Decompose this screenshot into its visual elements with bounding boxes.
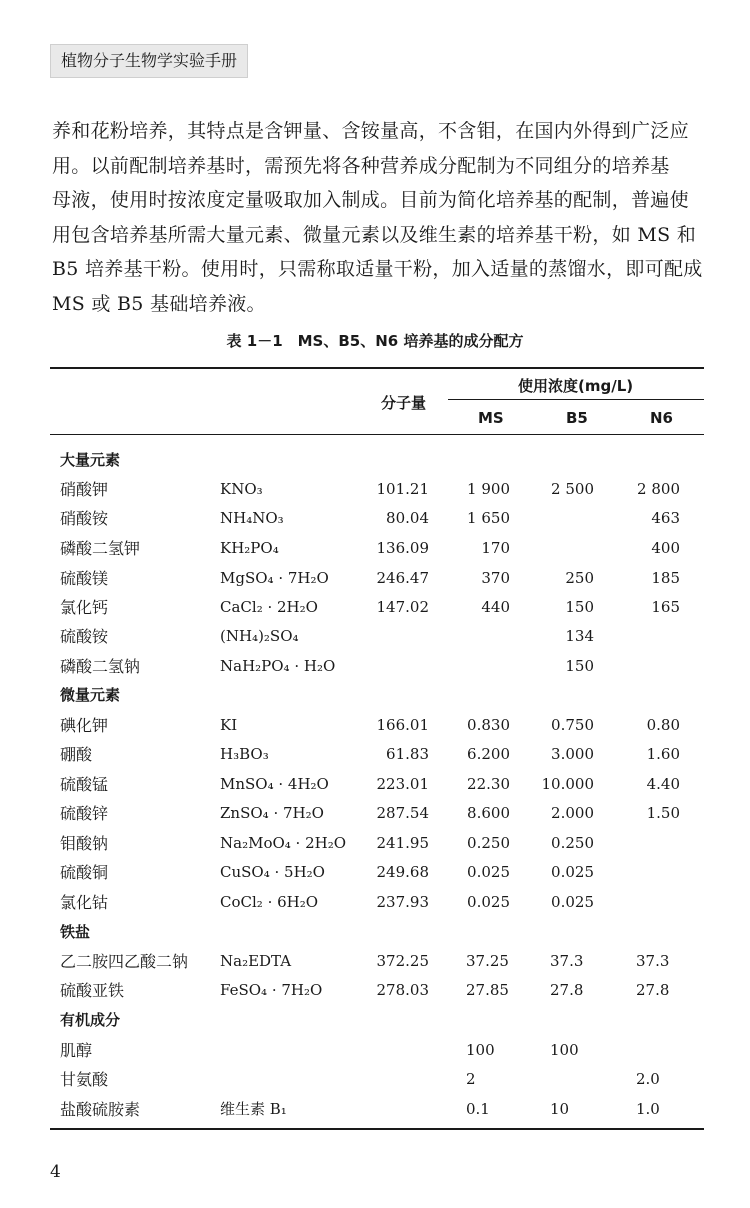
header-molecular-weight: 分子量 [381,394,427,412]
cell-ms: 1 900 [467,480,510,498]
cell-b5: 0.025 [551,863,594,881]
cell-n6: 37.3 [636,952,670,970]
table-row [0,770,750,800]
cell-b5: 150 [565,598,594,616]
table-row [0,829,750,859]
cell-formula: H₃BO₃ [220,745,269,763]
cell-n6: 2.0 [636,1070,660,1088]
cell-n6: 400 [651,539,680,557]
cell-formula: MnSO₄ · 4H₂O [220,775,329,793]
paragraph-line: 用。以前配制培养基时，需预先将各种营养成分配制为不同组分的培养基 [52,154,670,177]
cell-n6: 2 800 [637,480,680,498]
table-row [0,593,750,623]
section-row [0,918,750,948]
cell-name: 硝酸铵 [60,509,109,528]
header-b5: B5 [566,409,588,427]
cell-b5: 27.8 [550,981,584,999]
cell-n6: 1.60 [646,745,680,763]
cell-mw: 287.54 [376,804,429,822]
cell-b5: 134 [565,627,594,645]
paragraph-line: 养和花粉培养，其特点是含钾量、含铵量高，不含钼，在国内外得到广泛应 [52,120,689,142]
cell-ms: 0.250 [467,834,510,852]
cell-name: 硫酸铵 [60,627,109,646]
cell-formula: KH₂PO₄ [220,539,279,557]
cell-mw: 61.83 [386,745,429,763]
page-number: 4 [50,1162,61,1182]
running-header: 植物分子生物学实验手册 [50,44,248,78]
section-row [0,446,750,476]
cell-mw: 278.03 [376,981,429,999]
table-row [0,888,750,918]
section-row [0,1006,750,1036]
cell-ms: 0.025 [467,863,510,881]
cell-name: 氯化钴 [60,893,109,912]
table-row [0,976,750,1006]
cell-formula: NH₄NO₃ [220,509,284,527]
cell-formula: ZnSO₄ · 7H₂O [220,804,324,822]
table-row [0,799,750,829]
table-row [0,475,750,505]
cell-n6: 0.80 [646,716,680,734]
cell-ms: 6.200 [467,745,510,763]
cell-formula: Na₂EDTA [220,952,292,970]
cell-name: 硫酸锌 [60,804,109,823]
cell-ms: 0.830 [467,716,510,734]
table-row [0,652,750,682]
table-caption: 表 1－1 MS、B5、N6 培养基的成分配方 [226,332,524,350]
cell-name: 硫酸铜 [60,863,109,882]
cell-formula: KI [220,716,238,734]
cell-n6: 185 [651,569,680,587]
table-row [0,1095,750,1125]
cell-n6: 27.8 [636,981,670,999]
cell-ms: 440 [481,598,510,616]
cell-mw: 241.95 [376,834,429,852]
cell-n6: 165 [651,598,680,616]
cell-b5: 150 [565,657,594,675]
cell-mw: 101.21 [376,480,429,498]
cell-n6: 4.40 [646,775,680,793]
cell-name: 硫酸亚铁 [60,981,125,1000]
cell-n6: 1.0 [636,1100,660,1118]
cell-name: 磷酸二氢钾 [60,539,141,558]
body-paragraph [52,114,712,322]
cell-formula: Na₂MoO₄ · 2H₂O [220,834,347,852]
cell-ms: 100 [466,1041,495,1059]
cell-b5: 3.000 [551,745,594,763]
cell-name: 硼酸 [60,745,93,764]
cell-n6: 463 [651,509,680,527]
cell-ms: 27.85 [466,981,509,999]
table-row [0,1065,750,1095]
cell-name: 甘氨酸 [60,1070,109,1089]
cell-b5: 37.3 [550,952,584,970]
cell-mw: 80.04 [386,509,429,527]
cell-b5: 100 [550,1041,579,1059]
cell-name: 盐酸硫胺素 [60,1100,141,1119]
cell-name: 硫酸镁 [60,569,109,588]
paragraph-line: 母液，使用时按浓度定量吸取加入制成。目前为简化培养基的配制，普遍使 [52,189,689,212]
table-top-rule [50,367,704,369]
cell-b5: 250 [565,569,594,587]
table-row [0,622,750,652]
table-group-rule [448,399,704,400]
cell-ms: 170 [481,539,510,557]
cell-formula: NaH₂PO₄ · H₂O [220,657,336,675]
section-row [0,681,750,711]
table-header-rule [50,434,704,435]
cell-formula: (NH₄)₂SO₄ [220,627,299,645]
cell-mw: 166.01 [376,716,429,734]
cell-formula: 维生素 B₁ [220,1100,287,1118]
cell-formula: CaCl₂ · 2H₂O [220,598,318,616]
table-row [0,858,750,888]
section-title: 铁盐 [60,923,91,941]
table-row [0,564,750,594]
cell-ms: 370 [481,569,510,587]
cell-ms: 22.30 [467,775,510,793]
table-row [0,711,750,741]
cell-ms: 1 650 [467,509,510,527]
cell-mw: 237.93 [376,893,429,911]
header-n6: N6 [650,409,673,427]
cell-mw: 372.25 [376,952,429,970]
cell-formula: KNO₃ [220,480,263,498]
cell-formula: FeSO₄ · 7H₂O [220,981,323,999]
cell-b5: 10.000 [541,775,594,793]
cell-ms: 2 [466,1070,476,1088]
cell-mw: 223.01 [376,775,429,793]
cell-b5: 2 500 [551,480,594,498]
cell-ms: 0.025 [467,893,510,911]
cell-name: 硫酸锰 [60,775,109,794]
paragraph-line: B5 培养基干粉。使用时，只需称取适量干粉，加入适量的蒸馏水，即可配成 [52,258,703,281]
cell-mw: 136.09 [376,539,429,557]
table-row [0,740,750,770]
paragraph-line: 用包含培养基所需大量元素、微量元素以及维生素的培养基干粉，如 MS 和 [52,223,697,246]
section-title: 大量元素 [60,451,121,469]
cell-name: 钼酸钠 [60,834,109,853]
cell-name: 碘化钾 [60,716,109,735]
cell-b5: 0.750 [551,716,594,734]
cell-n6: 1.50 [646,804,680,822]
cell-b5: 0.250 [551,834,594,852]
cell-ms: 37.25 [466,952,509,970]
cell-name: 氯化钙 [60,598,109,617]
section-title: 有机成分 [60,1011,121,1029]
table-row [0,504,750,534]
cell-mw: 249.68 [376,863,429,881]
cell-formula: CuSO₄ · 5H₂O [220,863,325,881]
table-row [0,534,750,564]
cell-formula: MgSO₄ · 7H₂O [220,569,329,587]
table-row [0,1036,750,1066]
cell-name: 肌醇 [60,1041,93,1060]
cell-mw: 246.47 [376,569,429,587]
cell-name: 磷酸二氢钠 [60,657,141,676]
table-row [0,947,750,977]
paragraph-line: MS 或 B5 基础培养液。 [52,292,266,315]
cell-name: 乙二胺四乙酸二钠 [60,952,189,971]
cell-b5: 2.000 [551,804,594,822]
header-ms: MS [478,409,504,427]
cell-name: 硝酸钾 [60,480,109,499]
cell-formula: CoCl₂ · 6H₂O [220,893,319,911]
section-title: 微量元素 [60,686,121,704]
header-concentration: 使用浓度(mg/L) [518,377,634,395]
cell-mw: 147.02 [376,598,429,616]
cell-ms: 8.600 [467,804,510,822]
table-bottom-rule [50,1128,704,1130]
cell-b5: 10 [550,1100,570,1118]
cell-b5: 0.025 [551,893,594,911]
cell-ms: 0.1 [466,1100,490,1118]
